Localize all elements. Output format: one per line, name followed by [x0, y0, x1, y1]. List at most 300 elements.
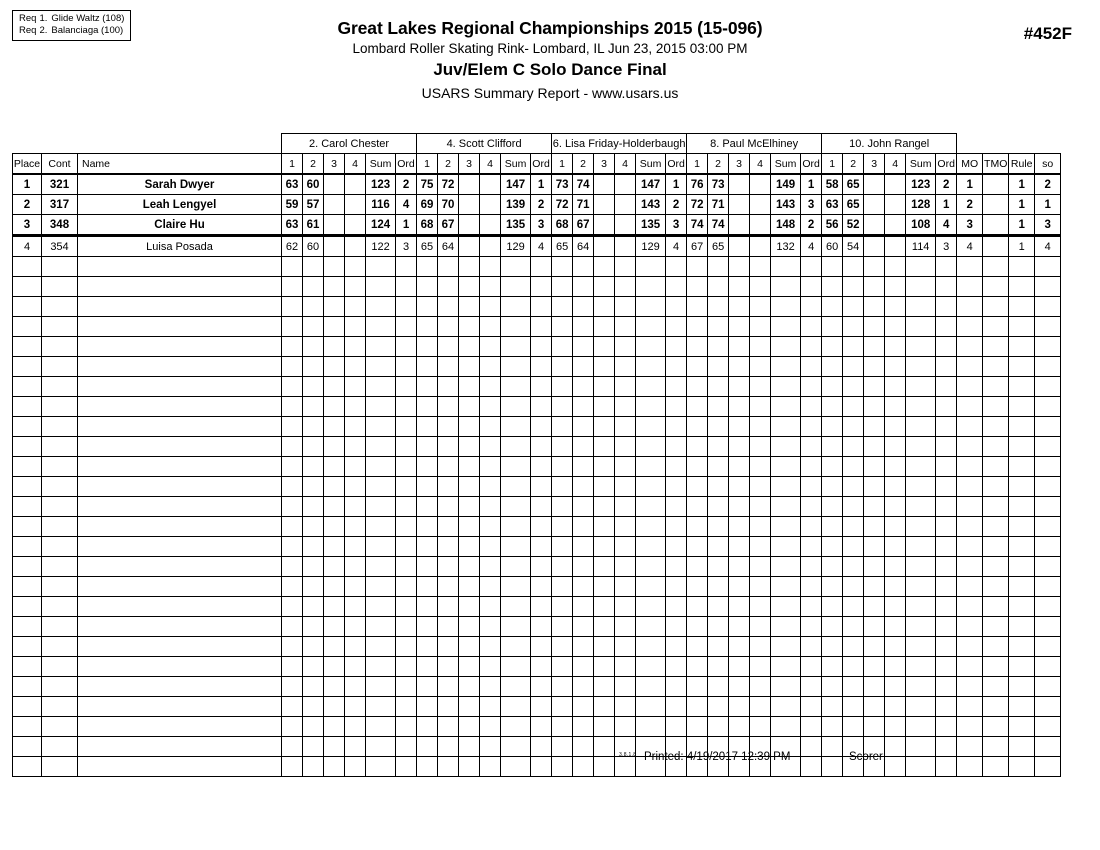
cell-empty [983, 357, 1009, 377]
cell-empty [822, 417, 843, 437]
cell-j4-ord: 4 [801, 236, 822, 257]
cell-empty [459, 557, 480, 577]
column-header-j2-1: 1 [417, 154, 438, 175]
table-row-empty[interactable] [13, 357, 1061, 377]
cell-empty [615, 677, 636, 697]
table-row-empty[interactable] [13, 697, 1061, 717]
cell-empty [801, 657, 822, 677]
cell-j3-s3 [594, 195, 615, 215]
cell-empty [345, 517, 366, 537]
cell-empty [552, 437, 573, 457]
cell-empty [480, 677, 501, 697]
cell-empty [1009, 357, 1035, 377]
cell-empty [1035, 417, 1061, 437]
table-row[interactable] [13, 236, 1061, 257]
table-row-empty[interactable] [13, 637, 1061, 657]
cell-empty [843, 577, 864, 597]
column-header-row [13, 154, 1061, 175]
cell-empty [501, 677, 531, 697]
cell-empty [729, 397, 750, 417]
cell-empty [438, 457, 459, 477]
score-sheet [12, 133, 1054, 777]
cell-empty [1009, 597, 1035, 617]
cell-empty [78, 737, 282, 757]
cell-empty [573, 437, 594, 457]
cell-empty [573, 457, 594, 477]
cell-empty [708, 657, 729, 677]
cell-j5-s2: 65 [843, 195, 864, 215]
cell-empty [345, 377, 366, 397]
cell-empty [983, 577, 1009, 597]
cell-empty [687, 497, 708, 517]
table-row-empty[interactable] [13, 417, 1061, 437]
cell-empty [438, 577, 459, 597]
cell-empty [615, 697, 636, 717]
cell-empty [1035, 517, 1061, 537]
cell-empty [801, 577, 822, 597]
cell-empty [1009, 737, 1035, 757]
cell-empty [885, 477, 906, 497]
table-row-empty[interactable] [13, 597, 1061, 617]
table-row-empty[interactable] [13, 557, 1061, 577]
cell-empty [438, 397, 459, 417]
cell-empty [324, 437, 345, 457]
cell-empty [78, 577, 282, 597]
cell-empty [438, 517, 459, 537]
table-row-empty[interactable] [13, 737, 1061, 757]
cell-empty [324, 537, 345, 557]
table-row-empty[interactable] [13, 377, 1061, 397]
cell-empty [459, 717, 480, 737]
cell-empty [729, 697, 750, 717]
cell-mo: 1 [957, 174, 983, 195]
cell-empty [552, 297, 573, 317]
cell-empty [885, 617, 906, 637]
cell-place: 1 [13, 174, 42, 195]
cell-j3-ord: 2 [666, 195, 687, 215]
cell-empty [666, 697, 687, 717]
cell-empty [573, 717, 594, 737]
cell-empty [78, 357, 282, 377]
cell-empty [771, 617, 801, 637]
cell-empty [345, 557, 366, 577]
cell-empty [396, 297, 417, 317]
cell-empty [531, 337, 552, 357]
cell-empty [636, 437, 666, 457]
cell-empty [345, 537, 366, 557]
cell-empty [983, 617, 1009, 637]
cell-j1-s3 [324, 215, 345, 236]
cell-empty [396, 697, 417, 717]
cell-empty [366, 597, 396, 617]
cell-empty [282, 397, 303, 417]
cell-j4-sum: 132 [771, 236, 801, 257]
cell-empty [552, 337, 573, 357]
cell-empty [687, 357, 708, 377]
cell-empty [459, 297, 480, 317]
cell-empty [13, 697, 42, 717]
cell-empty [1009, 617, 1035, 637]
cell-empty [687, 637, 708, 657]
cell-empty [636, 677, 666, 697]
cell-empty [843, 377, 864, 397]
cell-empty [531, 637, 552, 657]
cell-empty [615, 757, 636, 777]
column-header-name: Name [78, 154, 282, 175]
cell-empty [417, 737, 438, 757]
cell-empty [1009, 697, 1035, 717]
cell-j3-ord: 3 [666, 215, 687, 236]
cell-empty [822, 377, 843, 397]
cell-empty [636, 617, 666, 637]
cell-empty [636, 357, 666, 377]
cell-empty [531, 477, 552, 497]
cell-empty [957, 617, 983, 637]
cell-empty [729, 457, 750, 477]
cell-mo: 4 [957, 236, 983, 257]
cell-empty [552, 317, 573, 337]
cell-empty [78, 317, 282, 337]
cell-j4-sum: 148 [771, 215, 801, 236]
cell-empty [13, 297, 42, 317]
cell-empty [864, 397, 885, 417]
cell-empty [864, 517, 885, 537]
cell-empty [771, 697, 801, 717]
cell-empty [1009, 557, 1035, 577]
table-row[interactable] [13, 174, 1061, 195]
table-row-empty[interactable] [13, 457, 1061, 477]
cell-empty [771, 517, 801, 537]
cell-empty [708, 577, 729, 597]
cell-empty [303, 497, 324, 517]
table-row-empty[interactable] [13, 277, 1061, 297]
cell-j2-s3 [459, 174, 480, 195]
cell-empty [78, 597, 282, 617]
cell-rule: 1 [1009, 174, 1035, 195]
cell-empty [42, 597, 78, 617]
cell-j1-s4 [345, 195, 366, 215]
cell-empty [1035, 357, 1061, 377]
cell-empty [687, 337, 708, 357]
cell-empty [573, 677, 594, 697]
cell-empty [708, 257, 729, 277]
cell-empty [936, 717, 957, 737]
cell-empty [480, 557, 501, 577]
table-row-empty[interactable] [13, 617, 1061, 637]
cell-empty [822, 317, 843, 337]
cell-empty [750, 417, 771, 437]
cell-empty [438, 637, 459, 657]
cell-empty [822, 637, 843, 657]
cell-empty [345, 257, 366, 277]
cell-empty [396, 577, 417, 597]
table-row-empty[interactable] [13, 677, 1061, 697]
cell-empty [615, 497, 636, 517]
cell-j2-s3 [459, 215, 480, 236]
cell-empty [417, 497, 438, 517]
cell-empty [480, 717, 501, 737]
column-header-j4-2: 2 [708, 154, 729, 175]
cell-empty [957, 437, 983, 457]
table-row[interactable] [13, 215, 1061, 236]
cell-j4-s1: 76 [687, 174, 708, 195]
cell-empty [615, 637, 636, 657]
table-row-empty[interactable] [13, 657, 1061, 677]
cell-empty [480, 637, 501, 657]
cell-empty [42, 517, 78, 537]
cell-empty [957, 577, 983, 597]
column-header-j1-2: 2 [303, 154, 324, 175]
table-row-empty[interactable] [13, 257, 1061, 277]
cell-empty [729, 537, 750, 557]
cell-empty [42, 757, 78, 777]
cell-name: Leah Lengyel [78, 195, 282, 215]
cell-empty [906, 337, 936, 357]
cell-empty [459, 737, 480, 757]
cell-cont: 354 [42, 236, 78, 257]
cell-empty [750, 637, 771, 657]
cell-empty [957, 377, 983, 397]
cell-empty [366, 417, 396, 437]
cell-empty [864, 537, 885, 557]
cell-empty [864, 277, 885, 297]
cell-empty [459, 617, 480, 637]
cell-empty [687, 537, 708, 557]
requirement-number: 2. [39, 25, 48, 37]
table-row-empty[interactable] [13, 477, 1061, 497]
cell-empty [1035, 477, 1061, 497]
cell-empty [480, 697, 501, 717]
cell-j1-s3 [324, 236, 345, 257]
cell-empty [843, 597, 864, 617]
cell-empty [345, 417, 366, 437]
table-row-empty[interactable] [13, 437, 1061, 457]
cell-empty [78, 457, 282, 477]
cell-empty [501, 297, 531, 317]
cell-empty [801, 377, 822, 397]
cell-empty [936, 517, 957, 537]
cell-empty [822, 257, 843, 277]
cell-empty [303, 737, 324, 757]
cell-empty [822, 397, 843, 417]
table-row-empty[interactable] [13, 297, 1061, 317]
column-header-j2-2: 2 [438, 154, 459, 175]
cell-empty [957, 337, 983, 357]
cell-empty [864, 617, 885, 637]
cell-empty [303, 477, 324, 497]
cell-empty [366, 377, 396, 397]
cell-empty [1035, 557, 1061, 577]
cell-empty [573, 597, 594, 617]
cell-empty [501, 257, 531, 277]
cell-empty [282, 617, 303, 637]
cell-empty [822, 737, 843, 757]
cell-empty [573, 497, 594, 517]
cell-j5-ord: 3 [936, 236, 957, 257]
cell-empty [864, 697, 885, 717]
cell-empty [324, 637, 345, 657]
cell-empty [1009, 717, 1035, 737]
cell-empty [983, 537, 1009, 557]
cell-empty [303, 277, 324, 297]
cell-empty [345, 597, 366, 617]
cell-empty [687, 597, 708, 617]
cell-empty [957, 357, 983, 377]
cell-empty [345, 497, 366, 517]
cell-empty [366, 437, 396, 457]
cell-empty [282, 637, 303, 657]
cell-empty [417, 477, 438, 497]
cell-j5-s1: 56 [822, 215, 843, 236]
cell-empty [801, 557, 822, 577]
table-row-empty[interactable] [13, 317, 1061, 337]
table-row-empty[interactable] [13, 337, 1061, 357]
table-row-empty[interactable] [13, 517, 1061, 537]
cell-empty [843, 437, 864, 457]
cell-empty [615, 457, 636, 477]
cell-empty [594, 497, 615, 517]
cell-empty [594, 557, 615, 577]
cell-empty [615, 717, 636, 737]
column-header-j1-3: 3 [324, 154, 345, 175]
cell-empty [531, 397, 552, 417]
cell-empty [708, 477, 729, 497]
cell-empty [666, 377, 687, 397]
cell-j1-sum: 116 [366, 195, 396, 215]
cell-empty [78, 297, 282, 317]
cell-empty [1035, 257, 1061, 277]
cell-empty [1009, 457, 1035, 477]
table-row-empty[interactable] [13, 717, 1061, 737]
cell-j5-s3 [864, 174, 885, 195]
cell-empty [822, 337, 843, 357]
table-row-empty[interactable] [13, 397, 1061, 417]
column-header-j3-4: 4 [615, 154, 636, 175]
cell-empty [396, 597, 417, 617]
cell-empty [771, 377, 801, 397]
cell-empty [303, 617, 324, 637]
cell-empty [531, 357, 552, 377]
cell-empty [885, 737, 906, 757]
cell-empty [552, 497, 573, 517]
cell-empty [864, 657, 885, 677]
cell-empty [957, 697, 983, 717]
cell-cont: 317 [42, 195, 78, 215]
cell-empty [906, 537, 936, 557]
cell-empty [885, 757, 906, 777]
cell-empty [666, 417, 687, 437]
cell-empty [459, 397, 480, 417]
cell-empty [771, 597, 801, 617]
cell-empty [729, 657, 750, 677]
cell-empty [345, 737, 366, 757]
cell-empty [957, 257, 983, 277]
cell-empty [501, 557, 531, 577]
column-header-j5-2: 2 [843, 154, 864, 175]
cell-empty [957, 477, 983, 497]
table-row[interactable] [13, 195, 1061, 215]
cell-empty [531, 297, 552, 317]
cell-empty [906, 297, 936, 317]
judge-header-2: 4. Scott Clifford [417, 134, 552, 154]
cell-empty [750, 437, 771, 457]
cell-empty [729, 277, 750, 297]
cell-empty [282, 697, 303, 717]
cell-empty [666, 317, 687, 337]
cell-empty [636, 257, 666, 277]
cell-empty [983, 637, 1009, 657]
cell-empty [906, 457, 936, 477]
cell-j1-sum: 122 [366, 236, 396, 257]
column-header-rule: Rule [1009, 154, 1035, 175]
cell-empty [438, 617, 459, 637]
cell-mo: 2 [957, 195, 983, 215]
table-row-empty[interactable] [13, 537, 1061, 557]
cell-empty [480, 397, 501, 417]
cell-empty [417, 697, 438, 717]
table-row-empty[interactable] [13, 577, 1061, 597]
cell-empty [594, 297, 615, 317]
table-row-empty[interactable] [13, 757, 1061, 777]
cell-empty [417, 397, 438, 417]
cell-empty [864, 377, 885, 397]
cell-j2-s4 [480, 174, 501, 195]
cell-empty [936, 277, 957, 297]
cell-j3-s1: 68 [552, 215, 573, 236]
cell-empty [42, 637, 78, 657]
score-table [12, 133, 1061, 777]
cell-empty [531, 717, 552, 737]
cell-empty [282, 737, 303, 757]
cell-empty [573, 357, 594, 377]
cell-j3-sum: 129 [636, 236, 666, 257]
cell-empty [13, 457, 42, 477]
cell-empty [983, 417, 1009, 437]
cell-empty [750, 617, 771, 637]
cell-empty [885, 417, 906, 437]
cell-empty [708, 637, 729, 657]
cell-empty [801, 757, 822, 777]
cell-empty [750, 517, 771, 537]
cell-empty [801, 637, 822, 657]
cell-empty [983, 677, 1009, 697]
table-row-empty[interactable] [13, 497, 1061, 517]
cell-empty [687, 257, 708, 277]
cell-empty [636, 597, 666, 617]
cell-empty [729, 377, 750, 397]
cell-j5-s1: 60 [822, 236, 843, 257]
cell-empty [771, 277, 801, 297]
cell-empty [42, 477, 78, 497]
cell-empty [885, 457, 906, 477]
cell-empty [417, 377, 438, 397]
cell-empty [501, 577, 531, 597]
cell-empty [801, 537, 822, 557]
cell-empty [573, 477, 594, 497]
cell-empty [13, 617, 42, 637]
cell-empty [324, 477, 345, 497]
cell-empty [366, 337, 396, 357]
cell-j3-ord: 1 [666, 174, 687, 195]
cell-empty [1009, 497, 1035, 517]
cell-empty [594, 657, 615, 677]
cell-empty [501, 597, 531, 617]
cell-j5-ord: 2 [936, 174, 957, 195]
cell-j2-ord: 4 [531, 236, 552, 257]
cell-empty [843, 417, 864, 437]
cell-empty [531, 257, 552, 277]
cell-empty [843, 497, 864, 517]
